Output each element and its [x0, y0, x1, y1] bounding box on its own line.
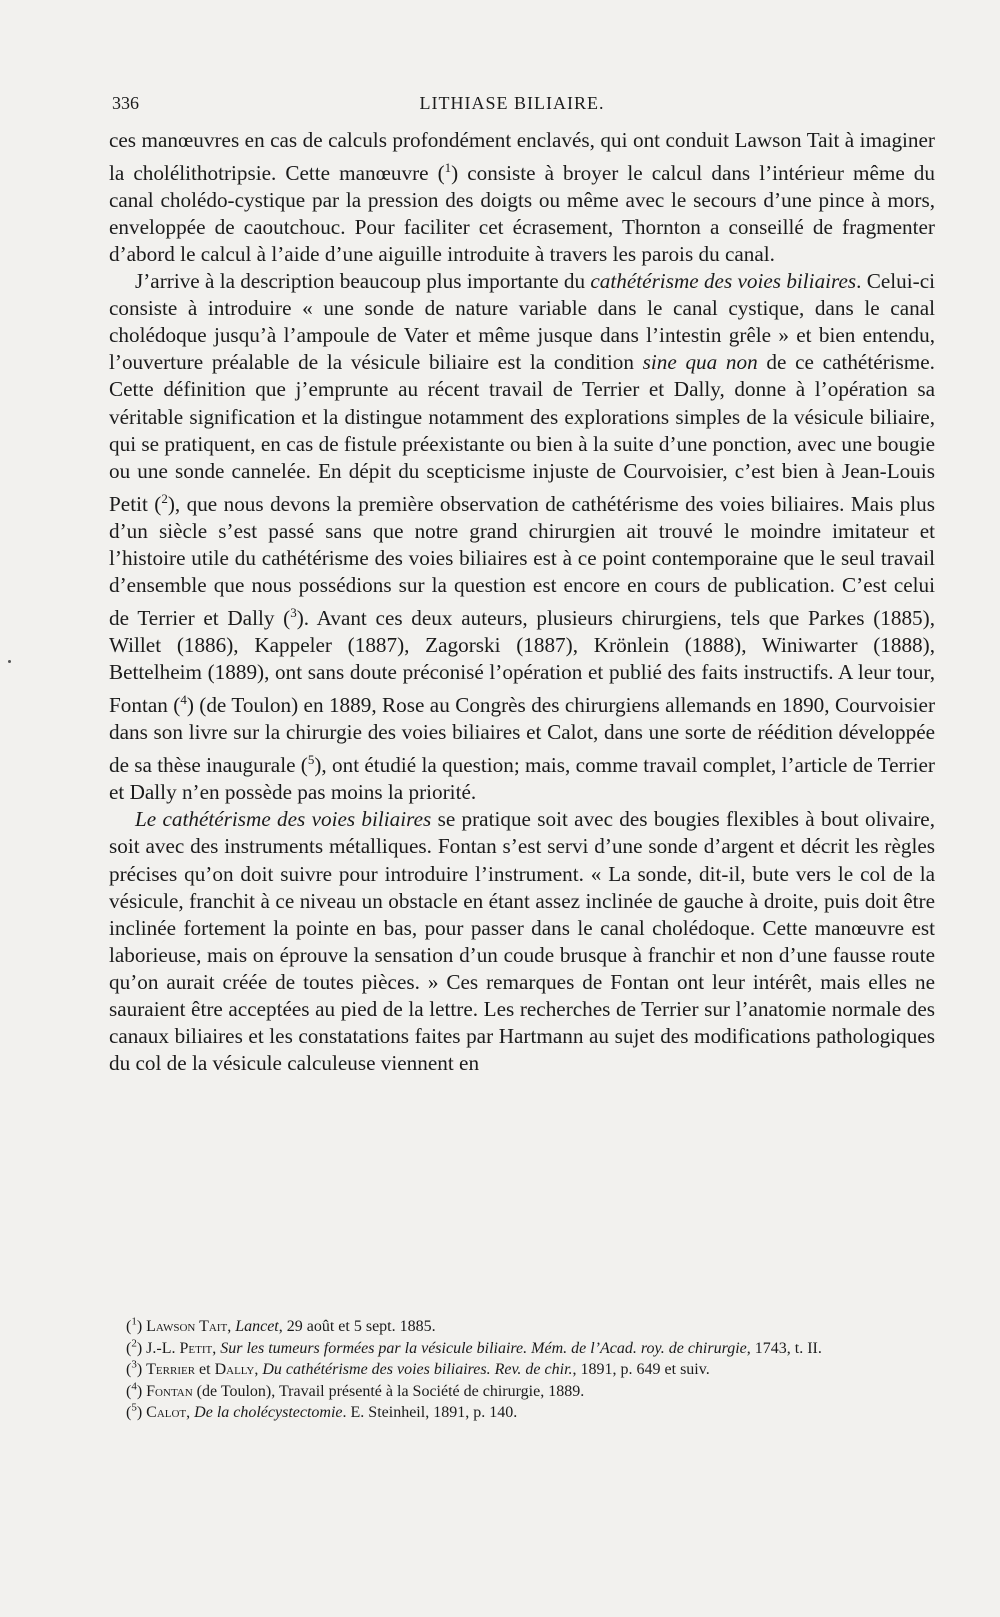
text-run: . Celui-ci consiste à introduire « une sonde de nature variable dans le canal cystique, dans le canal cholédoque jusqu’à l’ampoule de Vater et même jusque dans l’intestin grêle » et bien entendu, l’ouverture préalable de la vésicule biliaire est la condition [109, 269, 935, 375]
author-name: Dally [214, 1361, 255, 1378]
page-header [112, 93, 912, 119]
text-run: , [254, 1361, 263, 1378]
text-run: se pratique soit avec des bougies flexibles à bout olivaire, soit avec des instruments métalliques. Fontan s’est servi d’une sonde d’argent et décrit les règles précises qu’on doit suivre pour introduire l’instrument. « La sonde, dit-il, bute vers le col de la vésicule, franchit à ce niveau un obstacle en étant assez inclinée de gauche à droite, puis doit être inclinée fortement la pointe en bas, pour passer dans le canal cholédoque. Cette manœuvre est laborieuse, mais on éprouve la sensation d’un coude brusque à franchir et non d’une fausse route qu’on aurait créée de toutes pièces. » Ces remarques de Fontan ont leur intérêt, mais elles ne sauraient être acceptées au pied de la lettre. Les recherches de Terrier sur l’anatomie normale des canaux biliaires et les constatations faites par Hartmann au sujet des modifications pathologiques du col de la vésicule calculeuse viennent en [109, 807, 935, 1075]
footnote-marker [126, 1337, 146, 1357]
footnotes [109, 1316, 935, 1424]
footnote-number: 5 [131, 1401, 137, 1414]
italic-text: Le cathétérisme des voies biliaires [135, 807, 432, 832]
text-run: ) (de Toulon) en 1889, Rose au Congrès des chirurgiens allemands en 1890, Courvoisier dans son livre sur la chirurgie des voies biliaires et Calot, dans une sorte de réédition développée de sa thèse inaugurale ( [109, 693, 935, 778]
footnote-number: 1 [131, 1315, 137, 1328]
text-run: J’arrive à la description beaucoup plus importante du [135, 269, 591, 294]
text-run: ), que nous devons la première observation de cathétérisme des voies biliaires. Mais plus d’un siècle s’est passé sans que notre grand chirurgien ait trouvé le moindre imitateur et l’histoire utile du cathétérisme des voies biliaires est à ce point contemporaine que le seul travail d’ensemble que nous possédions sur la question est encore en cours de publication. C’est celui de Terrier et Dally ( [109, 491, 935, 630]
text-run: , [227, 1318, 236, 1335]
footnote [109, 1381, 935, 1403]
author-name: Fontan [146, 1382, 193, 1400]
footnote-marker [126, 1401, 146, 1421]
footnote-reference: 1 [444, 160, 452, 176]
footnote-number: 3 [131, 1358, 137, 1371]
footnote-reference: 4 [180, 692, 187, 708]
text-run: , 1891, p. 649 et suiv. [572, 1361, 710, 1378]
footnote-number: 4 [131, 1380, 137, 1393]
italic-text: Lancet [235, 1318, 279, 1335]
footnote-marker [126, 1315, 146, 1335]
text-run: ). Avant ces deux auteurs, plusieurs chirurgiens, tels que Parkes (1885), Willet (1886), Kappeler (1887), Zagorski (1887), Krönlein (1888), Winiwarter (1888), Bettelheim (1889), ont sans doute préconisé l’opération et publié des faits instructifs. A leur tour, Fontan ( [109, 605, 935, 718]
footnote [109, 1402, 935, 1424]
running-title: LITHIASE BILIAIRE. [419, 93, 605, 113]
italic-text: De la cholécystectomie [194, 1404, 343, 1421]
footnote-marker [126, 1358, 146, 1378]
footnote-reference: 3 [290, 604, 297, 620]
italic-text: cathétérisme des voies biliaires [590, 269, 857, 294]
italic-text: Du cathétérisme des voies biliaires. Rev. de chir. [262, 1361, 573, 1378]
text-run: (de Toulon), Travail présenté à la Société de chirurgie, 1889. [192, 1382, 585, 1400]
text-run: , 29 août et 5 sept. 1885. [278, 1318, 436, 1335]
text-run: , [212, 1339, 221, 1357]
text-run: de ce cathétérisme. Cette définition que j’emprunte au récent travail de Terrier et Dally, donne à l’opération sa véritable signification et la distingue notamment des explorations simples de la vésicule biliaire, qui se pratiquent, en cas de fistule préexistante ou bien à la suite d’une ponction, avec une bougie ou une sonde cannelée. En dépit du scepticisme injuste de Courvoisier, c’est bien à Jean-Louis Petit ( [109, 350, 935, 516]
footnote-reference: 2 [161, 490, 168, 506]
author-name: Terrier [146, 1361, 196, 1378]
author-name: Calot [146, 1404, 187, 1421]
paragraph [109, 268, 935, 806]
paragraph [109, 806, 935, 1076]
italic-text: sine qua non [642, 350, 758, 375]
text-run: ), ont étudié la question; mais, comme travail complet, l’article de Terrier et Dally n’en possède pas moins la priorité. [109, 753, 935, 805]
text-run: . E. Steinheil, 1891, p. 140. [342, 1404, 518, 1421]
body-text [109, 127, 935, 1077]
text-run: , 1743, t. II. [746, 1339, 822, 1357]
author-name: Lawson Tait [146, 1318, 228, 1335]
paragraph [109, 127, 935, 268]
author-name: J.-L. Petit [146, 1339, 213, 1357]
text-run: ces manœuvres en cas de calculs profondément enclavés, qui ont conduit Lawson Tait à imaginer la cholélithotripsie. Cette manœuvre ( [109, 128, 935, 186]
footnote-number: 2 [131, 1337, 137, 1350]
footnote [109, 1359, 935, 1381]
text-run: ) consiste à broyer le calcul dans l’intérieur même du canal cholédo-cystique par la pression des doigts ou même avec le secours d’une pince à mors, enveloppée de caoutchouc. Pour faciliter cet écrasement, Thornton a conseillé de fragmenter d’abord le calcul à l’aide d’une aiguille introduite à travers les parois du canal. [109, 161, 935, 267]
footnote [109, 1316, 935, 1338]
italic-text: Sur les tumeurs formées par la vésicule biliaire. Mém. de l’Acad. roy. de chirurgie [220, 1339, 747, 1357]
footnote-marker [126, 1380, 146, 1400]
footnote-reference: 5 [307, 752, 315, 768]
text-run: et [195, 1361, 215, 1378]
footnote [109, 1338, 935, 1360]
text-run: , [186, 1404, 195, 1421]
page-number: 336 [112, 93, 139, 113]
margin-speck [8, 660, 11, 663]
